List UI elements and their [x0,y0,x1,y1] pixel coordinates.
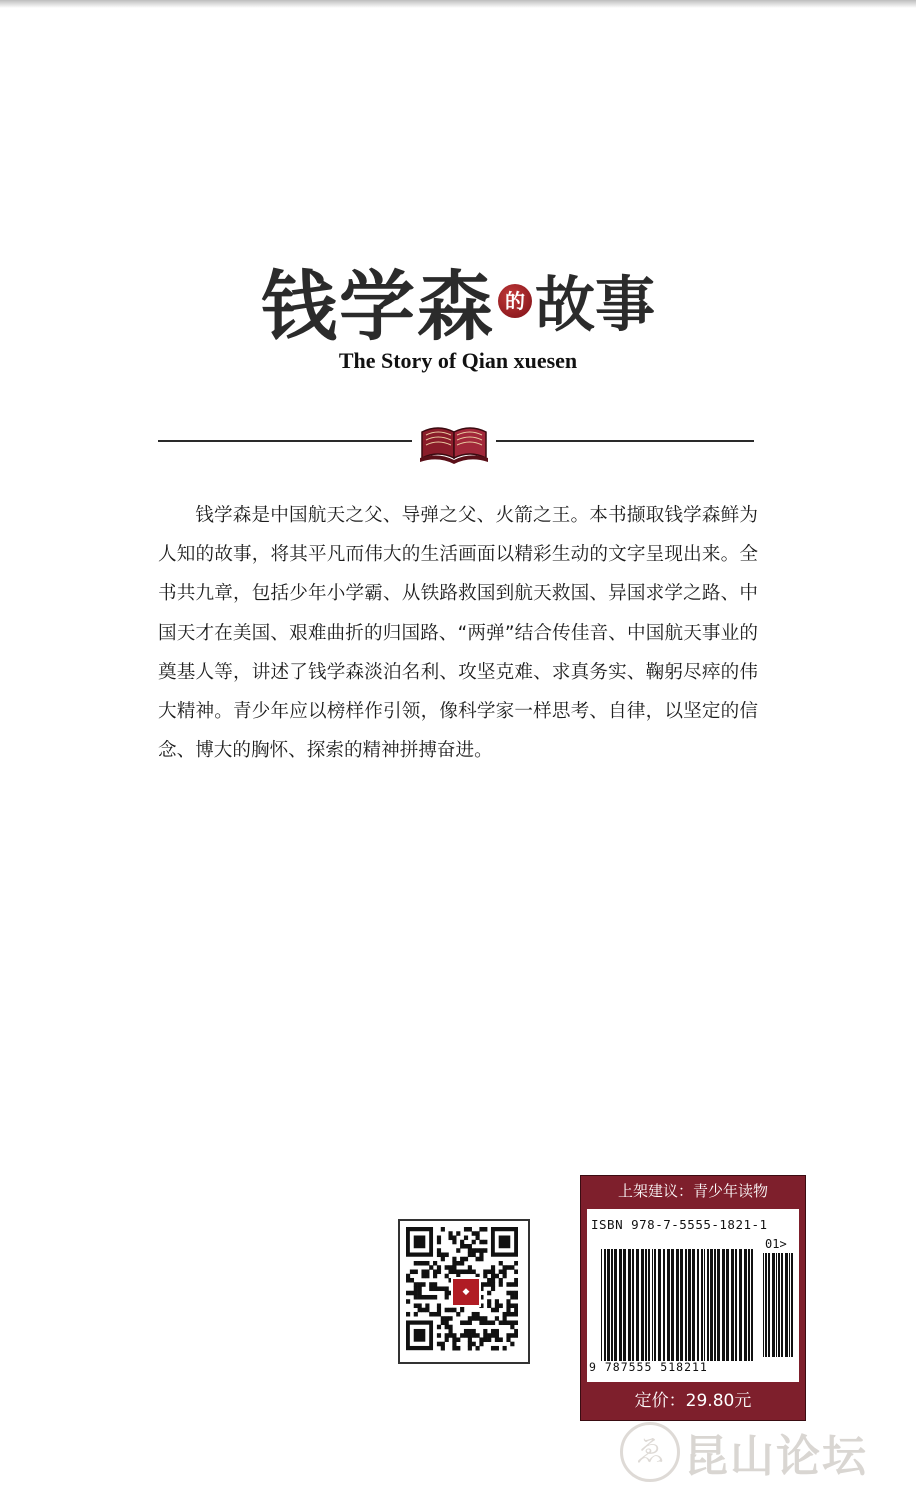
forum-watermark [618,1414,916,1484]
addon-barcode [763,1253,795,1357]
isbn-addon-code: 01> [765,1237,787,1251]
divider-left [158,440,412,442]
book-title [0,246,916,351]
barcode-digits: 9 787555 518211 [589,1360,708,1374]
price-label: 定价：29.80元 [634,1391,752,1411]
title-main: 钱学森 [261,262,495,351]
scan-shadow [0,0,916,8]
ean-barcode [601,1249,757,1361]
watermark-logo-icon: ゑ [620,1422,680,1482]
divider-right [496,440,754,442]
english-title: The Story of Qian xuesen [338,348,578,373]
isbn-number: ISBN 978-7-5555-1821-1 [591,1217,768,1232]
barcode-panel [580,1175,806,1421]
watermark-text: 昆山论坛 [684,1431,868,1482]
book-description: 钱学森是中国航天之父、导弹之父、火箭之王。本书撷取钱学森鲜为人知的故事，将其平凡而伟大的生活画面以精彩生动的文字呈现出来。全书共九章，包括少年小学霸、从铁路救国到航天救国、异国求学之路、中国天才在美国、艰难曲折的归国路、“两弹”结合传佳音、中国航天事业的奠基人等，讲述了钱学森淡泊名利、攻坚克难、求真务实、鞠躬尽瘁的伟大精神。青少年应以榜样作引领，像科学家一样思考、自律，以坚定的信念、博大的胸怀、探索的精神拼搏奋进。 [158,505,758,762]
title-particle-badge: 的 [498,284,532,318]
barcode-area [587,1209,799,1382]
qr-code [398,1219,530,1364]
open-book-icon [418,420,490,464]
qr-logo-icon: ◆ [451,1277,481,1307]
shelf-suggestion: 上架建议：青少年读物 [617,1182,768,1200]
title-sub: 故事 [535,270,655,341]
